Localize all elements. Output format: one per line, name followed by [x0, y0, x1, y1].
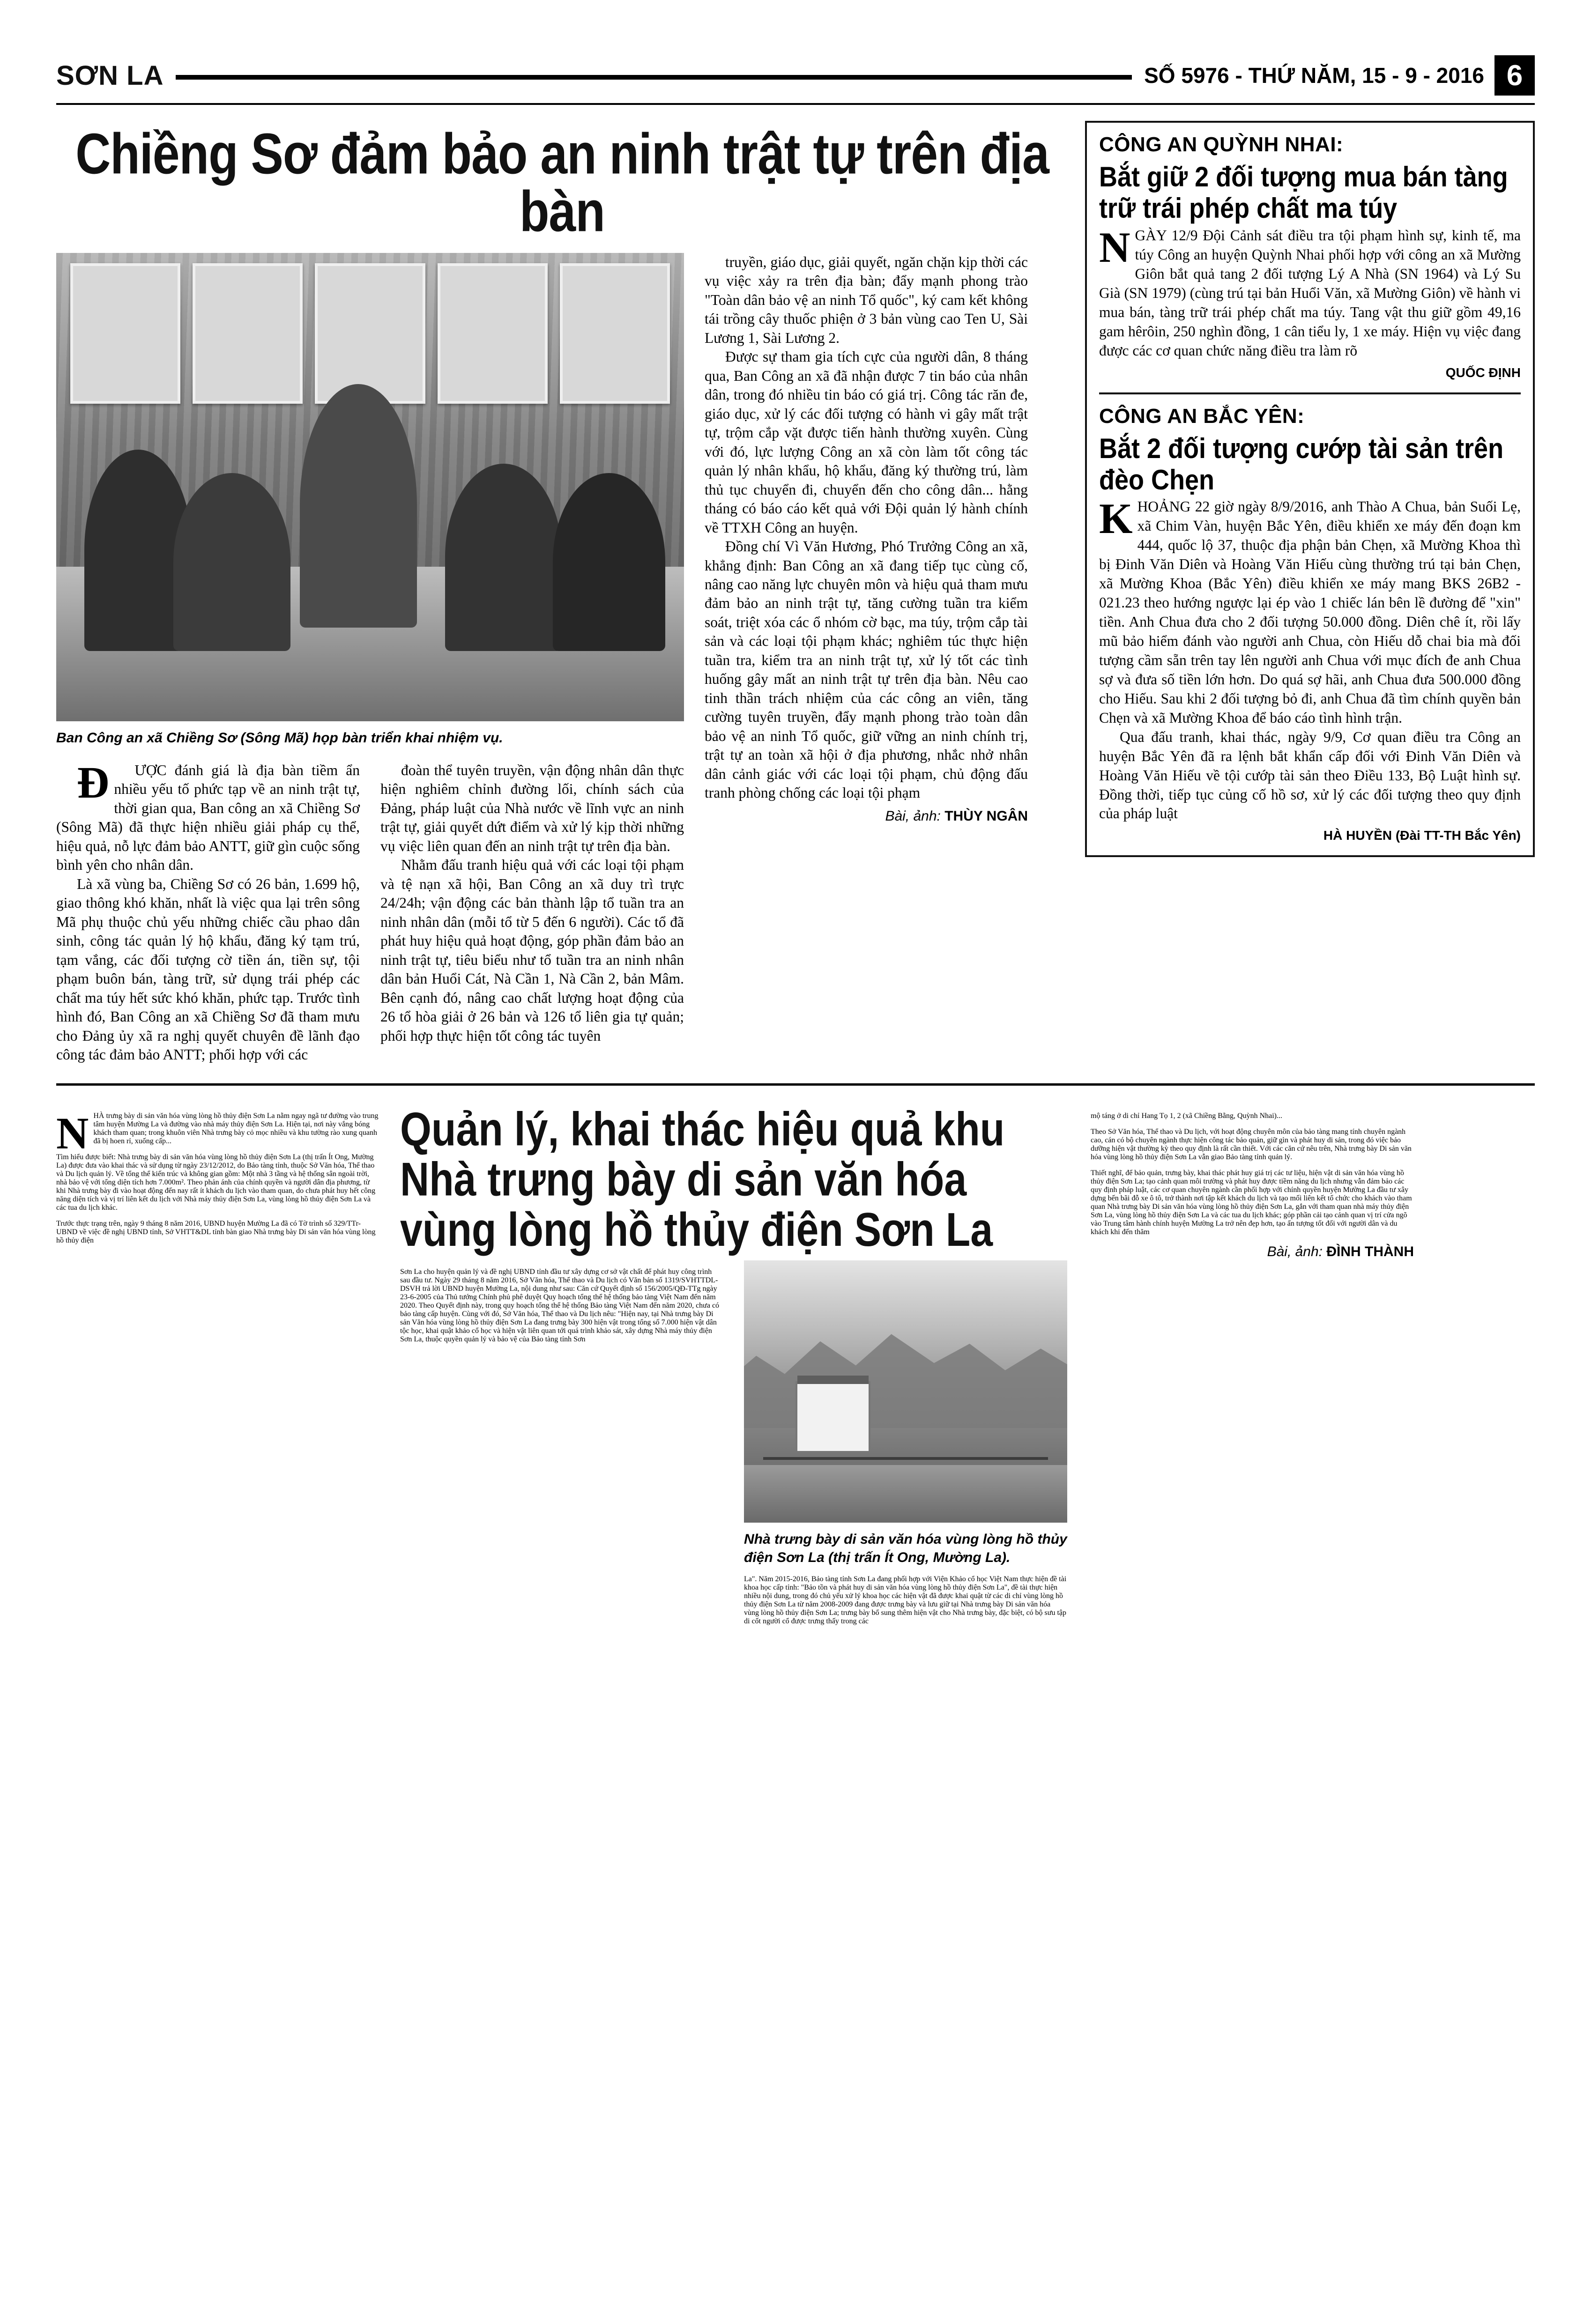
main-byline: [705, 808, 1028, 824]
page-content: [0, 121, 1591, 1065]
sidebar-body-2: [1099, 497, 1521, 823]
photo-person: [173, 473, 290, 651]
byline-prefix: Bài, ảnh:: [885, 808, 941, 824]
sidebar-kicker-1: CÔNG AN QUỲNH NHAI:: [1099, 133, 1344, 156]
masthead: [0, 0, 1591, 96]
paragraph: NHÀ trưng bày di sản văn hóa vùng lòng hồ thủy điện Sơn La nằm ngay ngã tư đường vào trung tâm huyện Mường La và đường vào nhà máy thủy điện Sơn La. Hiện tại, nơi này vắng bóng khách tham quan; trong khuôn viên Nhà trưng bày cỏ mọc nhiều và khu tường rào xung quanh đã bị hoen rỉ, xuống cấp...: [56, 1108, 379, 1158]
main-col-2: [380, 761, 684, 1065]
main-col-1: [56, 757, 360, 1065]
paragraph: Qua đấu tranh, khai thác, ngày 9/9, Cơ quan điều tra Công an huyện Bắc Yên đã ra lệnh bắt khẩn cấp đối với Đinh Văn Diên và Hoàng Văn Hiếu về tội cướp tài sản theo Điều 133, Bộ Luật hình sự. Đồng thời, tiếp tục củng cố hồ sơ, xử lý các đối tượng theo quy định của pháp luật: [1099, 728, 1521, 822]
photo-person: [553, 473, 665, 651]
byline-name: THÙY NGÂN: [944, 808, 1028, 824]
paragraph: Nhằm đấu tranh hiệu quả với các loại tội phạm và tệ nạn xã hội, Ban Công an xã duy trì trực 24/24h; vận động các bản thành lập tổ tuần tra an ninh nhân dân (mỗi tổ từ 5 đến 6 người). Các tổ đã phát huy hiệu quả hoạt động, góp phần đảm bảo an ninh trật tự, tiêu biểu như tổ tuần tra an ninh nhân dân bản Huổi Cát, Nà Cần 1, Nà Cần 2, bản Mâm. Bên cạnh đó, nâng cao chất lượng hoạt động của 26 tổ hòa giải ở 26 bản và 126 tổ liên gia tự quản; phối hợp thực hiện tốt công tác tuyên: [380, 857, 684, 1044]
main-article-columns-left: [56, 757, 684, 1065]
bottom-col-2: [400, 1260, 723, 1633]
sidebar-title-2: Bắt 2 đối tượng cướp tài sản trên đèo Chẹn: [1099, 432, 1504, 496]
main-article: [56, 121, 1068, 1065]
sidebar-column: [1085, 121, 1535, 1065]
bottom-byline: [1091, 1244, 1414, 1260]
main-headline-wrap: [56, 122, 1068, 244]
footer-space: [0, 1633, 1591, 1661]
sidebar-byline-2: [1099, 828, 1521, 843]
sidebar-title-1: Bắt giữ 2 đối tượng mua bán tàng trữ trái phép chất ma túy: [1099, 161, 1508, 224]
sidebar-byline-1: [1099, 365, 1521, 380]
paragraph: Được sự tham gia tích cực của người dân, 8 tháng qua, Ban Công an xã đã nhận được 7 tin báo của nhân dân, trong đó nhiều tin báo có giá trị. Công tác răn đe, giáo dục, xử lý các đối tượng có hành vi gây mất trật tự, trộm cắp vặt được tiến hành thường xuyên. Cùng với đó, lực lượng Công an xã còn làm tốt công tác quản lý nhân khẩu, hộ khẩu, đăng ký thường trú, làm thủ tục chuyển đi, chuyển đến cho công dân... hằng tháng có báo cáo kết quả với Đội quản lý hành chính về TTXH Công an huyện.: [705, 348, 1028, 536]
paragraph: đoàn thể tuyên truyền, vận động nhân dân thực hiện nghiêm chỉnh đường lối, chính sách của Đảng, pháp luật của Nhà nước về lĩnh vực an ninh trật tự, giải quyết dứt điểm và xử lý kịp thời những vụ việc liên quan đến an ninh trật tự trên địa bàn.: [380, 762, 684, 854]
masthead-rule: [176, 75, 1132, 80]
issue-info: SỐ 5976 - THỨ NĂM, 15 - 9 - 2016: [1144, 63, 1484, 88]
main-photo: [56, 253, 684, 721]
paragraph: KHOẢNG 22 giờ ngày 8/9/2016, anh Thào A Chua, bản Suối Lẹ, xã Chim Vàn, huyện Bắc Yên, điều khiển xe máy đến đoạn km 444, quốc lộ 37, thuộc địa phận bản Chẹn, xã Mường Khoa thì bị Đinh Văn Diên và Hoàng Văn Hiếu cùng thường trú tại bản Chẹn, xã Mường Khoa (Bắc Yên) điều khiển xe máy mang BKS 26B2 - 021.23 theo hướng ngược lại ép vào 1 chiếc lán bên lề đường để "xin" tiền. Anh Chua đưa cho 2 đối tượng 50.000 đồng. Diên chê ít, rồi lấy mũ bảo hiểm đánh vào người anh Chua, còn Hiếu dỗ chai bia mà đối tượng cầm sẵn trên tay lên người anh Chua với mục đích đe anh Chua sợ và đưa số tiền lớn hơn. Do quá sợ hãi, anh Chua đưa 500.000 đồng cho Hiếu. Sau khi 2 đối tượng bỏ đi, anh Chua đã tìm chính quyền bản Chẹn và xã Mường Khoa để báo cáo tình hình trận.: [1099, 495, 1521, 726]
bottom-sub-row: [400, 1260, 1070, 1633]
page-number: 6: [1494, 55, 1535, 96]
photo-person: [300, 384, 417, 628]
section-divider: [56, 1083, 1535, 1086]
bottom-col-4: [1091, 1104, 1414, 1633]
top-section: [56, 121, 1535, 1065]
bottom-photo: [744, 1260, 1067, 1523]
paragraph: mộ táng ở di chỉ Hang Tọ 1, 2 (xã Chiềng Bằng, Quỳnh Nhai)...: [1091, 1111, 1282, 1120]
main-headline: Chiềng Sơ đảm bảo an ninh trật tự trên địa bàn: [75, 122, 1049, 244]
paragraph: Đồng chí Vì Văn Hương, Phó Trưởng Công an xã, khẳng định: Ban Công an xã đang tiếp tục cùng cố, nâng cao năng lực chuyên môn và hiệu quả tham mưu đảm bảo an ninh trật tự, tăng cường tuần tra kiểm soát, triệt xóa các ổ nhóm cờ bạc, ma túy, trộm cắp tài sản và các loại tội phạm khác; nghiêm túc thực hiện tuần tra, kiểm tra an ninh trật tự, xử lý tốt các tình huống gây mất an ninh trật tự trên địa bàn. Nêu cao tinh thần trách nhiệm của các công an viên, tăng cường tuyên truyền, đẩy mạnh phong trào toàn dân bảo vệ an ninh Tổ quốc, giữ vững an ninh chính trị, trật tự an toàn xã hội ở địa phương, nhắc nhở nhân dân cảnh giác với các loại tội phạm, chủ động đấu tranh phòng chống các loại tội phạm: [705, 538, 1028, 801]
paragraph: Thiết nghĩ, để bảo quản, trưng bày, khai thác phát huy giá trị các tư liệu, hiện vật di sản văn hóa vùng hồ thủy điện Sơn La; tạo cảnh quan môi trường và phát huy được tiềm năng du lịch nhưng vẫn đảm bảo các quy định pháp luật, các cơ quan chuyên ngành cần phối hợp với chính quyền huyện Mường La đầu tư xây dựng bến bãi đỗ xe ô tô, trở thành nơi tập kết khách du lịch và tạo mối liên kết tổ chức cho khách vào tham quan Nhà trưng bày Di sản văn hóa vùng lòng hồ thủy điện Sơn La, gắn với tham quan nhà máy thủy điện Sơn La, vùng lòng hồ thủy điện Sơn La và các tua du lịch khác; góp phần cải tạo cảnh quan vị trí cửa ngõ vào Trung tâm hành chính huyện Mường La trở nên đẹp hơn, tạo ấn tượng tốt đối với người dân và du khách khi đến thăm: [1091, 1169, 1412, 1236]
main-photo-caption: Ban Công an xã Chiềng Sơ (Sông Mã) họp bàn triển khai nhiệm vụ.: [56, 730, 503, 746]
sidebar-body-1: [1099, 223, 1521, 361]
main-photo-col: [56, 253, 684, 1065]
byline-name: ĐÌNH THÀNH: [1326, 1243, 1414, 1259]
newspaper-title: SƠN LA: [56, 60, 164, 91]
main-col-3: [705, 253, 1028, 1065]
paragraph: Theo Sở Văn hóa, Thể thao và Du lịch, với hoạt động chuyên môn của bảo tàng mang tính chuyên ngành cao, cán có bộ chuyên ngành thực hiện công tác bảo quản, giữ gìn và phát huy di sản, trong đó việc bảo dưỡng hiện vật thường kỳ theo quy định là rất cần thiết. Với các căn cứ nêu trên, Nhà trưng bày Di sản văn hóa vùng lòng hồ thủy điện Sơn La vẫn giao Bảo tàng tỉnh quản lý.: [1091, 1127, 1412, 1161]
sidebar-box-quynh-nhai: [1085, 121, 1535, 857]
paragraph: Trước thực trạng trên, ngày 9 tháng 8 năm 2016, UBND huyện Mường La đã có Tờ trình số 329/TTr-UBND về việc đề nghị UBND tỉnh, Sở VHTT&DL tỉnh bàn giao Nhà trưng bày Di sản văn hóa vùng lòng hồ thủy điện: [56, 1219, 376, 1244]
bottom-article: [0, 1104, 1591, 1633]
paragraph: Sơn La cho huyện quản lý và đề nghị UBND tỉnh đầu tư xây dựng cơ sở vật chất để phát huy công trình sau đầu tư. Ngày 29 tháng 8 năm 2016, Sở Văn hóa, Thể thao và Du lịch có Văn bản số 1319/SVHTTDL-DSVH trả lời UBND huyện Mường La, nội dung như sau: Căn cứ Quyết định số 156/2005/QĐ-TTg ngày 23-6-2005 của Thủ tướng Chính phủ phê duyệt Quy hoạch tổng thể hệ thống bảo tàng Việt Nam đến năm 2020. Theo Quyết định này, trong quy hoạch tổng thể hệ thống Bảo tàng Việt Nam đến năm 2020, chưa có bảo tàng cấp huyện. Cùng với đó, Sở Văn hóa, Thể thao và Du lịch nêu: "Hiện nay, tại Nhà trưng bày Di sản Văn hóa vùng lòng hồ thủy điện Sơn La đang trưng bày 300 hiện vật trong tổng số 7.000 hiện vật dân tộc học, khai quật khảo cổ học và hiện vật liên quan tới quá trình khảo sát, xây dựng Nhà máy thủy điện Sơn La, thuộc quyền quản lý và bảo vệ của Bảo tàng tỉnh Sơn: [400, 1267, 720, 1343]
byline-prefix: Bài, ảnh:: [1267, 1243, 1323, 1259]
byline-name: HÀ HUYỀN (Đài TT-TH Bắc Yên): [1323, 828, 1521, 843]
bottom-headline: Quản lý, khai thác hiệu quả khu Nhà trưng bày di sản văn hóa vùng lòng hồ thủy điện Sơn La: [400, 1102, 1005, 1257]
bottom-col-1: [56, 1104, 379, 1633]
paragraph: Là xã vùng ba, Chiềng Sơ có 26 bản, 1.699 hộ, giao thông khó khăn, nhất là việc qua lại trên sông Mã phụ thuộc chủ yếu những chiếc cầu phao dân sinh, công tác quản lý hộ khẩu, đăng ký tạm trú, tạm vắng, các đối tượng cờ tiền án, tiền sự, tội phạm buôn bán, tàng trữ, sử dụng trái phép các chất ma túy hết sức khó khăn, phức tạp. Trước tình hình đó, Ban Công an xã Chiềng Sơ đã tham mưu cho Đảng ủy xã ra nghị quyết chuyên đề lãnh đạo công tác đảm bảo ANTT; phối hợp với các: [56, 875, 360, 1063]
paragraph: ĐƯỢC đánh giá là địa bàn tiềm ẩn nhiều yếu tố phức tạp về an ninh trật tự, thời gian qua, Ban công an xã Chiềng Sơ (Sông Mã) đã thực hiện nhiều giải pháp cụ thể, hiệu quả, nỗ lực đảm bảo ANTT, giữ gìn cuộc sống bình yên cho nhân dân.: [56, 757, 360, 873]
paragraph: NGÀY 12/9 Đội Cảnh sát điều tra tội phạm hình sự, kinh tế, ma túy Công an huyện Quỳnh Nhai phối hợp với công an xã Mường Giôn bắt quả tang 2 đối tượng Lý A Nhà (SN 1964) và Lý Su Già (SN 1979) (cùng trú tại bản Huổi Văn, xã Mường Giôn) về hành vi mua bán, tàng trữ trái phép chất ma túy. Tang vật thu giữ gồm 49,16 gam hêrôin, 250 nghìn đồng, 1 cân tiểu ly, 1 xe máy. Hiện vụ việc đang được các cơ quan chức năng điều tra làm rõ: [1099, 223, 1521, 359]
sidebar-divider: [1099, 392, 1521, 394]
bottom-col-3: [744, 1260, 1067, 1633]
photo-person: [445, 464, 562, 651]
bottom-photo-caption: Nhà trưng bày di sản văn hóa vùng lòng hồ thủy điện Sơn La (thị trấn Ít Ong, Mường La).: [744, 1531, 1067, 1565]
paragraph: La". Năm 2015-2016, Bảo tàng tỉnh Sơn La đang phối hợp với Viện Khảo cổ học Việt Nam thực hiện đề tài khoa học cấp tỉnh: "Bảo tồn và phát huy di sản văn hóa vùng lòng hồ thủy điện Sơn La", đề tài thực hiện nhiều nội dung, trong đó chủ yếu xử lý khoa học các hiện vật đã được khai quật từ các di chỉ vùng lòng hồ thủy điện Sơn La từ năm 2008-2009 đang được trưng bày và lưu giữ tại Nhà trưng bày Di sản văn hóa vùng lòng hồ thủy điện Sơn La; trưng bày bổ sung thêm hiện vật cho Nhà trưng bày, đặc biệt, có bộ sưu tập di cốt người cổ được trưng thấy trong các: [744, 1575, 1067, 1625]
photo-wall-frames: [70, 263, 670, 404]
main-article-top-row: [56, 253, 1068, 1065]
byline-name: QUỐC ĐỊNH: [1445, 365, 1521, 380]
paragraph: truyền, giáo dục, giải quyết, ngăn chặn kịp thời các vụ việc xảy ra trên địa bàn; đẩy mạnh phong trào "Toàn dân bảo vệ an ninh Tổ quốc", ký cam kết không tái trồng cây thuốc phiện ở 3 bản vùng cao Ten U, Sài Lương 1, Sài Lương 2.: [705, 254, 1028, 346]
masthead-underline: [56, 103, 1535, 105]
bottom-middle-col: [400, 1104, 1070, 1633]
sidebar-kicker-2: CÔNG AN BẮC YÊN:: [1099, 404, 1305, 428]
paragraph: Tìm hiểu được biết: Nhà trưng bày di sản văn hóa vùng lòng hồ thủy điện Sơn La (thị trấn Ít Ong, Mường La) được đưa vào khai thác và sử dụng từ ngày 23/12/2012, do Bảo tàng tỉnh, thuộc Sở Văn hóa, Thể thao và Du lịch quản lý. Về tổng thể kiến trúc và không gian gồm: Một nhà 3 tầng và hệ thống sân ngoài trời, nhà bảo vệ với tổng diện tích hơn 7.000m². Theo phản ánh của chính quyền và người dân địa phương, từ khi Nhà trưng bày đi vào hoạt động đến nay rất ít khách du lịch vào tham quan, do chưa phát huy hết công năng diện tích và vị trí liên kết du lịch với Nhà máy thủy điện Sơn La, vùng lòng hồ thủy điện Sơn La và các tua du lịch khác.: [56, 1153, 376, 1212]
